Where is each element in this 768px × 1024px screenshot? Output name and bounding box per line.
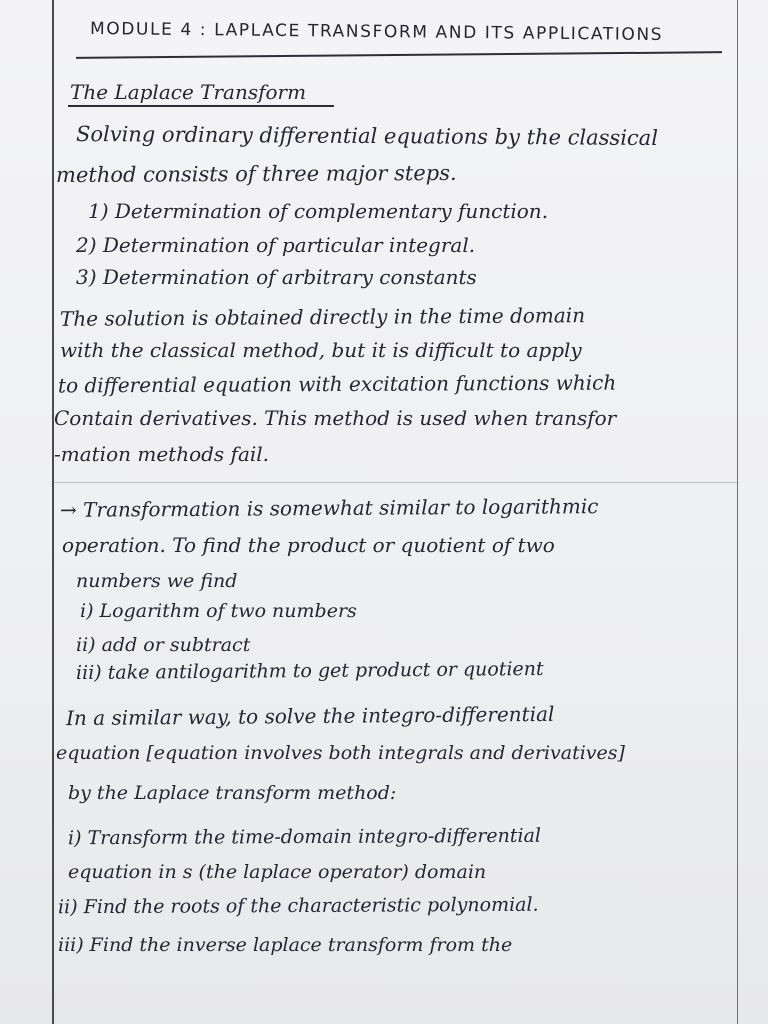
paragraph4-line: In a similar way, to solve the integro-differential xyxy=(65,701,555,731)
step-item: 1) Determination of complementary function. xyxy=(88,199,549,223)
paragraph3-line: operation. To find the product or quotient of two xyxy=(62,533,555,557)
module-heading-block xyxy=(76,18,726,58)
paragraph3-line: numbers we find xyxy=(76,570,238,592)
paragraph2-line: Contain derivatives. This method is used when transfor xyxy=(54,406,617,430)
section-title: The Laplace Transform xyxy=(70,80,307,104)
paragraph2-line: with the classical method, but it is difficult to apply xyxy=(60,338,582,362)
paragraph3-line: → Transformation is somewhat similar to logarithmic xyxy=(59,494,599,522)
step-item: 2) Determination of particular integral. xyxy=(76,233,476,257)
left-margin-line xyxy=(52,0,54,1024)
log-step-item: ii) add or subtract xyxy=(76,634,251,656)
paragraph4-line: equation [equation involves both integrals and derivatives] xyxy=(56,742,625,764)
module-heading: MODULE 4 : LAPLACE TRANSFORM AND ITS APPLICATIONS xyxy=(89,18,664,46)
right-margin-line xyxy=(737,0,738,1024)
step-item: 3) Determination of arbitrary constants xyxy=(76,265,477,289)
paragraph4-line: by the Laplace transform method: xyxy=(68,782,397,804)
paragraph2-line: The solution is obtained directly in the time domain xyxy=(59,303,586,331)
paragraph1-line: Solving ordinary differential equations by the classical xyxy=(75,121,659,151)
laplace-step-item: ii) Find the roots of the characteristic polynomial. xyxy=(57,893,539,919)
paragraph1-line: method consists of three major steps. xyxy=(55,160,457,188)
log-step-item: i) Logarithm of two numbers xyxy=(80,600,357,622)
laplace-step-item: i) Transform the time-domain integro-differential xyxy=(67,824,542,850)
paragraph-separator xyxy=(53,482,737,483)
laplace-step-item: equation in s (the laplace operator) domain xyxy=(68,861,487,883)
paragraph2-line: -mation methods fail. xyxy=(54,442,270,466)
laplace-step-item: iii) Find the inverse laplace transform from the xyxy=(58,934,513,956)
section-title-underline xyxy=(68,105,334,107)
heading-underline xyxy=(76,51,722,59)
paragraph2-line: to differential equation with excitation functions which xyxy=(57,370,617,398)
log-step-item: iii) take antilogarithm to get product or quotient xyxy=(75,657,544,685)
